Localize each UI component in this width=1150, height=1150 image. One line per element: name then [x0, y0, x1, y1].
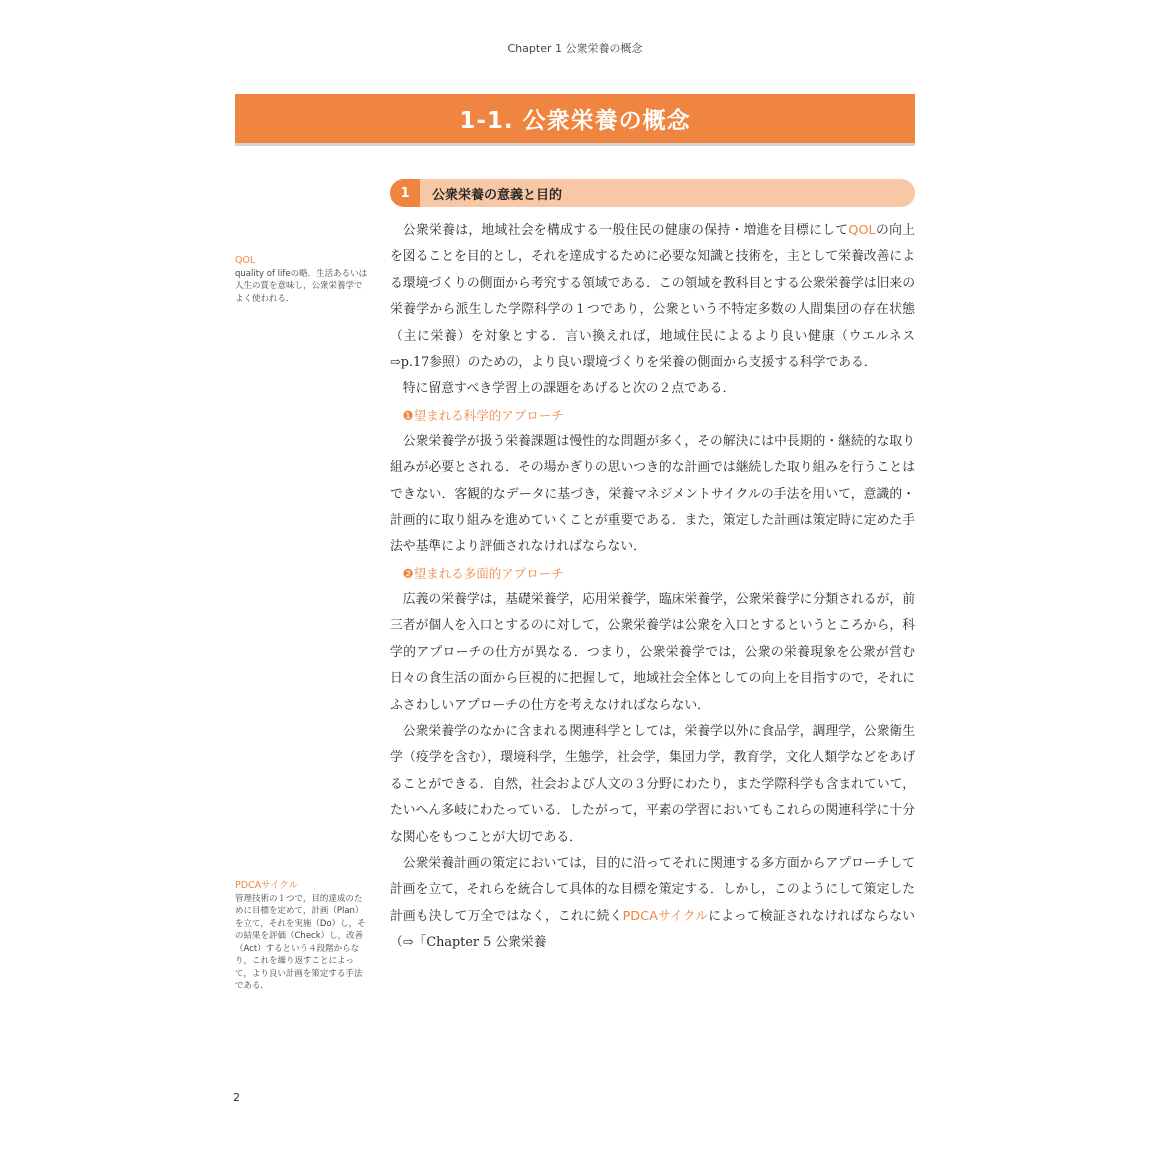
section-number: 1 [390, 179, 420, 207]
sidenote-term: PDCAサイクル [235, 880, 299, 891]
text-run: 公衆栄養は，地域社会を構成する一般住民の健康の保持・増進を目標にして [402, 223, 849, 238]
paragraph: 広義の栄養学は，基礎栄養学，応用栄養学，臨床栄養学，公衆栄養学に分類されるが，前三者が個人を入口とするのに対して，公衆栄養学は公衆を入口とするというところから，科学的アプローチの仕方が異なる．つまり，公衆栄養学では，公衆の栄養現象を公衆が営む日々の食生活の面から巨視的に把握して，地域社会全体としての向上を目指すので，それにふさわしいアプローチの仕方を考えなければならない． [390, 591, 915, 713]
paragraph: 特に留意すべき学習上の課題をあげると次の２点である． [402, 381, 736, 397]
term-link-pdca[interactable]: PDCAサイクル [622, 908, 709, 924]
section-heading [390, 179, 915, 207]
chapter-title: 1-1. 公衆栄養の概念 [459, 108, 691, 134]
subheading-scientific-approach: ❶望まれる科学的アプローチ [402, 407, 564, 423]
text-run: 公衆栄養計画の策定においては，目的に沿ってそれに関連する多方面からアプローチして計画を立て，それらを統合して具体的な目標を策定する．しかし，このようにして策定した計画も決して万全ではなく，これに続く [390, 855, 915, 924]
paragraph: 公衆栄養学が扱う栄養課題は慢性的な問題が多く，その解決には中長期的・継続的な取り組みが必要とされる．その場かぎりの思いつき的な計画では継続した取り組みを行うことはできない．客観的なデータに基づき，栄養マネジメントサイクルの手法を用いて，意識的・計画的に取り組みを進めていくことが重要である．また，策定した計画は策定時に定めた手法や基準により評価されなければならない． [390, 433, 915, 555]
chapter-banner [235, 94, 915, 146]
sidenote-term: QOL [235, 255, 256, 266]
paragraph: 公衆栄養学のなかに含まれる関連科学としては，栄養学以外に食品学，調理学，公衆衛生学（疫学を含む），環境科学，生態学，社会学，集団力学，教育学，文化人類学などをあげることができる．自然，社会および人文の３分野にわたり，また学際科学も含まれていて，たいへん多岐にわたっている．したがって，平素の学習においてもこれらの関連科学に十分な関心をもつことが大切である． [390, 723, 915, 845]
term-link-qol[interactable]: QOL [848, 223, 876, 238]
body-text [390, 218, 915, 957]
page-number: 2 [233, 1091, 240, 1104]
text-run: の向上を図ることを目的とし，それを達成するために必要な知識と技術を，主として栄養改善による環境づくりの側面から考究する領域である．この領域を教科目とする公衆栄養学は旧来の栄養学から派生した学際科学の１つであり，公衆という不特定多数の人間集団の存在状態（主に栄養）を対象とする．言い換えれば，地域住民によるより良い健康（ウエルネス⇨p.17参照）のための，より良い環境づくりを栄養の側面から支援する科学である． [390, 223, 916, 371]
section-title: 公衆栄養の意義と目的 [432, 187, 563, 203]
subheading-multifaceted-approach: ❷望まれる多面的アプローチ [402, 565, 564, 581]
paragraph [390, 218, 915, 376]
text-run: によって検証されなければならない（⇨「Chapter 5 公衆栄養 [390, 908, 916, 951]
sidenote-qol [235, 255, 370, 305]
running-header: Chapter 1 公衆栄養の概念 [507, 42, 643, 55]
sidenote-text: quality of lifeの略．生活あるいは人生の質を意味し，公衆栄養学でよく使われる． [235, 268, 368, 304]
sidenote-text: 管理技術の１つで，目的達成のために目標を定めて，計画（Plan）を立て，それを実施（Do）し，その結果を評価（Check）し，改善（Act）するという４段階からなり，これを繰り返すことによって，より良い計画を策定する手法である． [235, 893, 366, 991]
paragraph [390, 851, 915, 957]
sidenote-pdca [235, 880, 370, 993]
